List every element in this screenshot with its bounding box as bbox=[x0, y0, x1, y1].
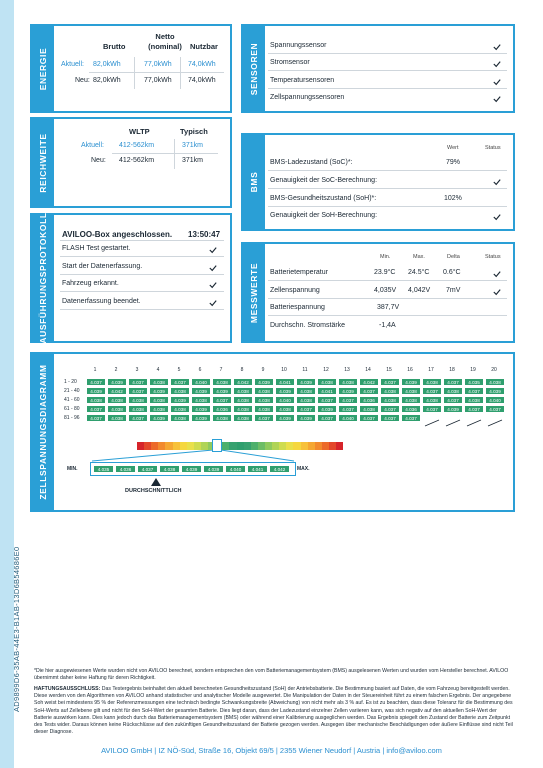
voltage-cell: 4.040 bbox=[338, 414, 358, 422]
scale-value-cell: 4.037 bbox=[137, 465, 158, 473]
voltage-cell: 4.039 bbox=[401, 378, 421, 386]
voltage-cell: 4.038 bbox=[149, 396, 169, 404]
voltage-cell: 4.038 bbox=[464, 396, 484, 404]
voltage-cell: 4.037 bbox=[86, 405, 106, 413]
voltage-cell: 4.039 bbox=[149, 387, 169, 395]
voltage-cell: 4.037 bbox=[128, 414, 148, 422]
messwert-min: -1,4A bbox=[379, 322, 396, 329]
messwert-delta: 0.6°C bbox=[443, 269, 461, 276]
header-netto: Netto bbox=[155, 32, 175, 41]
column-number: 17 bbox=[428, 367, 434, 373]
voltage-cell: 4.039 bbox=[317, 405, 337, 413]
voltage-cell: 4.038 bbox=[254, 396, 274, 404]
header-status: Status bbox=[485, 145, 501, 151]
voltage-cell: 4.035 bbox=[464, 378, 484, 386]
messwert-max: 4,042V bbox=[408, 287, 431, 294]
column-number: 11 bbox=[302, 367, 308, 373]
footer: AVILOO GmbH | IZ NÖ-Süd, Straße 16, Objekt 69/5 | 2355 Wiener Neudorf | Austria | info@aviloo.com bbox=[101, 746, 442, 755]
scale-value-cell: 4.042 bbox=[269, 465, 290, 473]
column-number: 12 bbox=[323, 367, 329, 373]
column-number: 3 bbox=[135, 367, 139, 373]
protokoll-title: AVILOO-Box angeschlossen. bbox=[62, 230, 173, 239]
bms-footnote: *Die hier ausgewiesenen Werte wurden nicht von AVILOO berechnet, sondern entsprechen den vom Batteriemanagementsystem (BMS) ausgelesenen Werten und wurden vom Hersteller berechnet. AVILOO übernimmt daher keine Haftung für deren Richtigkeit. bbox=[34, 668, 509, 682]
voltage-cell: 4.038 bbox=[422, 396, 442, 404]
protokoll-time: 13:50:47 bbox=[188, 230, 221, 239]
protokoll-side-label: AUSFÜHRUNGSPROTOKOLL bbox=[38, 212, 48, 344]
bms-row-label: BMS-Ladezustand (SoC)*: bbox=[270, 159, 353, 166]
voltage-cell: 4.038 bbox=[170, 414, 190, 422]
voltage-cell: 4.037 bbox=[86, 378, 106, 386]
voltage-cell: 4.038 bbox=[296, 387, 316, 395]
voltage-cell: 4.042 bbox=[107, 387, 127, 395]
header-min: Min. bbox=[380, 254, 391, 260]
voltage-cell: 4.037 bbox=[254, 414, 274, 422]
header-wert: Wert bbox=[447, 145, 459, 151]
sensoren-side-label: SENSOREN bbox=[249, 42, 259, 95]
voltage-cell: 4.039 bbox=[254, 378, 274, 386]
header-status: Status bbox=[485, 254, 501, 260]
scale-value-cell: 4.040 bbox=[225, 465, 246, 473]
voltage-cell: 4.037 bbox=[338, 396, 358, 404]
voltage-cell: 4.041 bbox=[275, 378, 295, 386]
divider bbox=[268, 170, 507, 171]
voltage-cell: 4.042 bbox=[233, 378, 253, 386]
voltage-cell: 4.037 bbox=[464, 405, 484, 413]
protokoll-item: Start der Datenerfassung. bbox=[62, 263, 143, 270]
voltage-cell: 4.037 bbox=[170, 378, 190, 386]
disclaimer bbox=[34, 686, 514, 736]
document-id: AD9899D6-35AB-44E3-B1AB-13D6B54686E0 bbox=[12, 546, 21, 712]
voltage-cell: 4.039 bbox=[149, 414, 169, 422]
sensoren-card bbox=[241, 24, 515, 113]
protokoll-side bbox=[32, 212, 54, 344]
voltage-cell: 4.039 bbox=[212, 387, 232, 395]
column-number: 19 bbox=[470, 367, 476, 373]
voltage-cell: 4.038 bbox=[191, 396, 211, 404]
reichweite-aktuell-wltp: 412-562km bbox=[119, 142, 155, 149]
divider bbox=[60, 274, 224, 275]
energie-row-aktuell-label: Aktuell: bbox=[61, 61, 84, 68]
messwert-max: 24.5°C bbox=[408, 269, 430, 276]
color-scale-bar bbox=[137, 442, 343, 450]
column-number: 16 bbox=[407, 367, 413, 373]
bms-row-label: Genauigkeit der SoH-Berechnung: bbox=[270, 212, 378, 219]
voltage-cell: 4.037 bbox=[317, 414, 337, 422]
column-number: 4 bbox=[156, 367, 160, 373]
divider bbox=[268, 88, 507, 89]
divider bbox=[268, 53, 507, 54]
scale-value-cell: 4.038 bbox=[159, 465, 180, 473]
voltage-cell: 4.039 bbox=[275, 387, 295, 395]
check-icon bbox=[493, 60, 501, 68]
sensor-item: Temperatursensoren bbox=[270, 77, 335, 84]
energie-card bbox=[30, 24, 232, 113]
zellspannung-side-label: ZELLSPANNUNGSDIAGRAMM bbox=[38, 364, 48, 500]
voltage-cell: 4.039 bbox=[443, 405, 463, 413]
protokoll-item: FLASH Test gestartet. bbox=[62, 245, 131, 252]
check-icon bbox=[209, 281, 217, 289]
voltage-cell: 4.036 bbox=[212, 405, 232, 413]
sensor-item: Stromsensor bbox=[270, 59, 310, 66]
voltage-cell: 4.038 bbox=[233, 396, 253, 404]
voltage-cell: 4.038 bbox=[254, 405, 274, 413]
voltage-cell: 4.037 bbox=[443, 396, 463, 404]
protokoll-item: Fahrzeug erkannt. bbox=[62, 280, 119, 287]
row-label: 41 - 60 bbox=[64, 397, 80, 403]
voltage-cell: 4.038 bbox=[149, 405, 169, 413]
empty-cell bbox=[422, 414, 442, 422]
zellspannung-card bbox=[30, 352, 515, 512]
voltage-cell: 4.037 bbox=[464, 387, 484, 395]
voltage-cell: 4.039 bbox=[107, 378, 127, 386]
column-number: 18 bbox=[449, 367, 455, 373]
protokoll-item: Datenerfassung beendet. bbox=[62, 298, 141, 305]
voltage-cell: 4.038 bbox=[317, 378, 337, 386]
voltage-cell: 4.038 bbox=[422, 378, 442, 386]
voltage-cell: 4.037 bbox=[422, 387, 442, 395]
header-max: Max. bbox=[413, 254, 425, 260]
column-number: 8 bbox=[240, 367, 244, 373]
average-label: DURCHSCHNITTLICH bbox=[125, 488, 182, 494]
divider bbox=[268, 280, 507, 281]
check-icon bbox=[209, 264, 217, 272]
row-label: 21 - 40 bbox=[64, 388, 80, 394]
voltage-cell: 4.038 bbox=[128, 396, 148, 404]
energie-neu-brutto: 82,0kWh bbox=[93, 77, 121, 84]
scale-value-cell: 4.041 bbox=[247, 465, 268, 473]
voltage-cell: 4.039 bbox=[170, 396, 190, 404]
column-number: 5 bbox=[177, 367, 181, 373]
voltage-cell: 4.037 bbox=[485, 405, 505, 413]
voltage-cell: 4.037 bbox=[359, 414, 379, 422]
bms-row-value: 79% bbox=[446, 159, 461, 166]
voltage-cell: 4.038 bbox=[401, 396, 421, 404]
divider bbox=[180, 57, 181, 89]
voltage-cell: 4.038 bbox=[254, 387, 274, 395]
voltage-cell: 4.038 bbox=[107, 405, 127, 413]
reichweite-neu-wltp: 412-562km bbox=[119, 157, 155, 164]
bms-side bbox=[243, 135, 265, 229]
voltage-cell: 4.036 bbox=[401, 405, 421, 413]
column-number: 1 bbox=[93, 367, 97, 373]
divider bbox=[60, 291, 224, 292]
bms-row-value: 102% bbox=[444, 195, 462, 202]
disclaimer-text: Das Testergebnis beinhaltet den aktuell berechneten Gesundheitszustand (SoH) der Antriebsbatterie. Die Bestimmung basiert auf Daten, die vom Fahrzeug bereitgestellt werden. Diese werden von den Algorithmen von AVILOO anhand statistischer und analytischer Modelle ausgewertet. Die Manipulation der Daten in der Steuereinheit führt zu einem falschen Ergebnis. Der angegebene Soh weist bei mindestens 95 % der Referenzmessungen eine technisch bedingte Schwankungsbreite (Abweichung) von nicht mehr als 3 % auf. Es ist zu beachten, dass diese Toleranz für die Bestimmung des SoH-Werts auf Zellebene gilt und nicht für den SoH-Wert der gesamten Batterie. Dies liegt daran, dass der Ladezustand einzelner Zellen variieren kann, was sich negativ auf den aktuellen SoH-Wert der Batterie auswirken kann. Dies kann jedoch durch das Batteriemanagementsystem (BMS) oder während einer Kalibrierung ausgeglichen werden. Das Ergebnis spiegelt den Zustand der Batterie zum Zeitpunkt des Tests wider. Daraus können keine Rückschlüsse auf den zukünftigen Gesundheitszustand der Batterie gezogen werden. Ausgegen über mechanische Beschädigungen oder äußere Einflüsse sind nicht Teil dieser Diagnose. bbox=[34, 686, 513, 736]
header-brutto: Brutto bbox=[103, 42, 126, 51]
messwerte-side bbox=[243, 244, 265, 341]
voltage-cell: 4.038 bbox=[485, 378, 505, 386]
divider bbox=[268, 298, 507, 299]
voltage-cell: 4.037 bbox=[86, 414, 106, 422]
check-icon bbox=[493, 95, 501, 103]
sensoren-side bbox=[243, 26, 265, 111]
header-typisch: Typisch bbox=[180, 127, 208, 136]
header-delta: Delta bbox=[447, 254, 460, 260]
scale-value-cell: 4.036 bbox=[115, 465, 136, 473]
voltage-cell: 4.041 bbox=[317, 387, 337, 395]
check-icon bbox=[493, 78, 501, 86]
disclaimer-title: HAFTUNGSAUSSCHLUSS: bbox=[34, 686, 101, 692]
sensor-item: Zellspannungssensoren bbox=[270, 94, 345, 101]
check-icon bbox=[209, 246, 217, 254]
sensor-item: Spannungssensor bbox=[270, 42, 327, 49]
messwert-label: Durchschn. Stromstärke bbox=[270, 322, 346, 329]
check-icon bbox=[493, 213, 501, 221]
voltage-cell: 4.038 bbox=[359, 405, 379, 413]
voltage-cell: 4.042 bbox=[359, 378, 379, 386]
empty-cell bbox=[485, 414, 505, 422]
scale-min-label: MIN. bbox=[67, 466, 78, 472]
check-icon bbox=[493, 43, 501, 51]
messwerte-card bbox=[241, 242, 515, 343]
reichweite-row-neu-label: Neu: bbox=[91, 157, 106, 164]
energie-aktuell-nutzbar: 74,0kWh bbox=[188, 61, 216, 68]
column-number: 7 bbox=[219, 367, 223, 373]
voltage-cell: 4.037 bbox=[317, 396, 337, 404]
header-nutzbar: Nutzbar bbox=[190, 42, 218, 51]
voltage-cell: 4.038 bbox=[380, 396, 400, 404]
row-label: 81 - 96 bbox=[64, 415, 80, 421]
divider bbox=[268, 315, 507, 316]
messwert-min: 23.9°C bbox=[374, 269, 396, 276]
scale-value-cell: 4.039 bbox=[181, 465, 202, 473]
voltage-cell: 4.038 bbox=[170, 387, 190, 395]
voltage-cell: 4.038 bbox=[233, 414, 253, 422]
voltage-cell: 4.037 bbox=[443, 378, 463, 386]
messwert-min: 387,7V bbox=[377, 304, 400, 311]
voltage-cell: 4.037 bbox=[422, 405, 442, 413]
reichweite-neu-typisch: 371km bbox=[182, 157, 204, 164]
voltage-cell: 4.038 bbox=[212, 378, 232, 386]
divider bbox=[89, 72, 224, 73]
column-number: 13 bbox=[344, 367, 350, 373]
messwerte-side-label: MESSWERTE bbox=[249, 262, 259, 323]
voltage-cell: 4.037 bbox=[359, 387, 379, 395]
divider bbox=[60, 256, 224, 257]
voltage-cell: 4.039 bbox=[191, 405, 211, 413]
empty-cell bbox=[464, 414, 484, 422]
voltage-cell: 4.038 bbox=[170, 405, 190, 413]
header-wltp: WLTP bbox=[129, 127, 150, 136]
voltage-cell: 4.037 bbox=[401, 414, 421, 422]
voltage-cell: 4.038 bbox=[107, 396, 127, 404]
voltage-cell: 4.038 bbox=[401, 387, 421, 395]
divider bbox=[268, 70, 507, 71]
voltage-cell: 4.039 bbox=[296, 414, 316, 422]
column-number: 2 bbox=[114, 367, 118, 373]
column-number: 20 bbox=[491, 367, 497, 373]
voltage-cell: 4.037 bbox=[380, 378, 400, 386]
voltage-cell: 4.039 bbox=[191, 414, 211, 422]
voltage-cell: 4.038 bbox=[233, 387, 253, 395]
reichweite-card bbox=[30, 117, 232, 208]
reichweite-side bbox=[32, 119, 54, 206]
reichweite-side-label: REICHWEITE bbox=[38, 132, 48, 193]
bms-row-label: Genauigkeit der SoC-Berechnung: bbox=[270, 177, 378, 184]
voltage-cell: 4.039 bbox=[86, 387, 106, 395]
messwert-label: Zellenspannung bbox=[270, 287, 320, 294]
energie-side bbox=[32, 26, 54, 111]
voltage-cell: 4.038 bbox=[338, 378, 358, 386]
voltage-cell: 4.038 bbox=[86, 396, 106, 404]
voltage-cell: 4.037 bbox=[338, 405, 358, 413]
voltage-cell: 4.037 bbox=[296, 405, 316, 413]
voltage-cell: 4.038 bbox=[107, 414, 127, 422]
divider bbox=[268, 206, 507, 207]
messwert-label: Batterietemperatur bbox=[270, 269, 328, 276]
energie-aktuell-brutto: 82,0kWh bbox=[93, 61, 121, 68]
voltage-cell: 4.037 bbox=[128, 387, 148, 395]
energie-row-neu-label: Neu: bbox=[75, 77, 90, 84]
divider bbox=[174, 139, 175, 169]
header-netto-sub: (nominal) bbox=[148, 42, 182, 51]
voltage-cell: 4.038 bbox=[233, 405, 253, 413]
zellspannung-side bbox=[32, 354, 54, 510]
voltage-cell: 4.038 bbox=[212, 414, 232, 422]
check-icon bbox=[493, 270, 501, 278]
energie-aktuell-netto: 77,0kWh bbox=[144, 61, 172, 68]
bms-row-label: BMS-Gesundheitszustand (SoH)*: bbox=[270, 195, 377, 202]
reichweite-row-aktuell-label: Aktuell: bbox=[81, 142, 104, 149]
zoom-lines bbox=[72, 450, 302, 462]
voltage-cell: 4.037 bbox=[128, 378, 148, 386]
scale-value-cell: 4.039 bbox=[203, 465, 224, 473]
voltage-cell: 4.039 bbox=[485, 387, 505, 395]
voltage-cell: 4.039 bbox=[296, 378, 316, 386]
voltage-cell: 4.037 bbox=[380, 405, 400, 413]
divider bbox=[134, 57, 135, 89]
voltage-cell: 4.038 bbox=[443, 387, 463, 395]
voltage-cell: 4.039 bbox=[275, 414, 295, 422]
voltage-cell: 4.038 bbox=[296, 396, 316, 404]
check-icon bbox=[209, 299, 217, 307]
voltage-cell: 4.038 bbox=[275, 405, 295, 413]
divider bbox=[60, 240, 224, 241]
voltage-cell: 4.037 bbox=[212, 396, 232, 404]
divider bbox=[268, 188, 507, 189]
voltage-cell: 4.038 bbox=[128, 405, 148, 413]
empty-cell bbox=[443, 414, 463, 422]
voltage-cell: 4.040 bbox=[275, 396, 295, 404]
column-number: 6 bbox=[198, 367, 202, 373]
voltage-cell: 4.038 bbox=[149, 378, 169, 386]
check-icon bbox=[493, 288, 501, 296]
bms-card bbox=[241, 133, 515, 231]
column-number: 15 bbox=[386, 367, 392, 373]
messwert-min: 4,035V bbox=[374, 287, 397, 294]
voltage-cell: 4.036 bbox=[359, 396, 379, 404]
messwert-label: Batteriespannung bbox=[270, 304, 325, 311]
voltage-cell: 4.040 bbox=[485, 396, 505, 404]
energie-neu-nutzbar: 74,0kWh bbox=[188, 77, 216, 84]
column-number: 9 bbox=[261, 367, 265, 373]
divider bbox=[112, 153, 218, 154]
voltage-cell: 4.037 bbox=[380, 414, 400, 422]
voltage-cell: 4.039 bbox=[191, 387, 211, 395]
divider bbox=[60, 309, 224, 310]
average-arrow-icon bbox=[151, 478, 161, 486]
scale-max-label: MAX. bbox=[297, 466, 310, 472]
row-label: 1 - 20 bbox=[64, 379, 77, 385]
messwert-delta: 7mV bbox=[446, 287, 461, 294]
protokoll-card bbox=[30, 213, 232, 343]
row-label: 61 - 80 bbox=[64, 406, 80, 412]
column-number: 10 bbox=[281, 367, 287, 373]
energie-neu-netto: 77,0kWh bbox=[144, 77, 172, 84]
energie-side-label: ENERGIE bbox=[38, 47, 48, 90]
reichweite-aktuell-typisch: 371km bbox=[182, 142, 204, 149]
voltage-cell: 4.038 bbox=[380, 387, 400, 395]
scale-value-cell: 4.035 bbox=[93, 465, 114, 473]
check-icon bbox=[493, 178, 501, 186]
voltage-cell: 4.040 bbox=[191, 378, 211, 386]
voltage-cell: 4.039 bbox=[338, 387, 358, 395]
column-number: 14 bbox=[365, 367, 371, 373]
bms-side-label: BMS bbox=[249, 171, 259, 193]
